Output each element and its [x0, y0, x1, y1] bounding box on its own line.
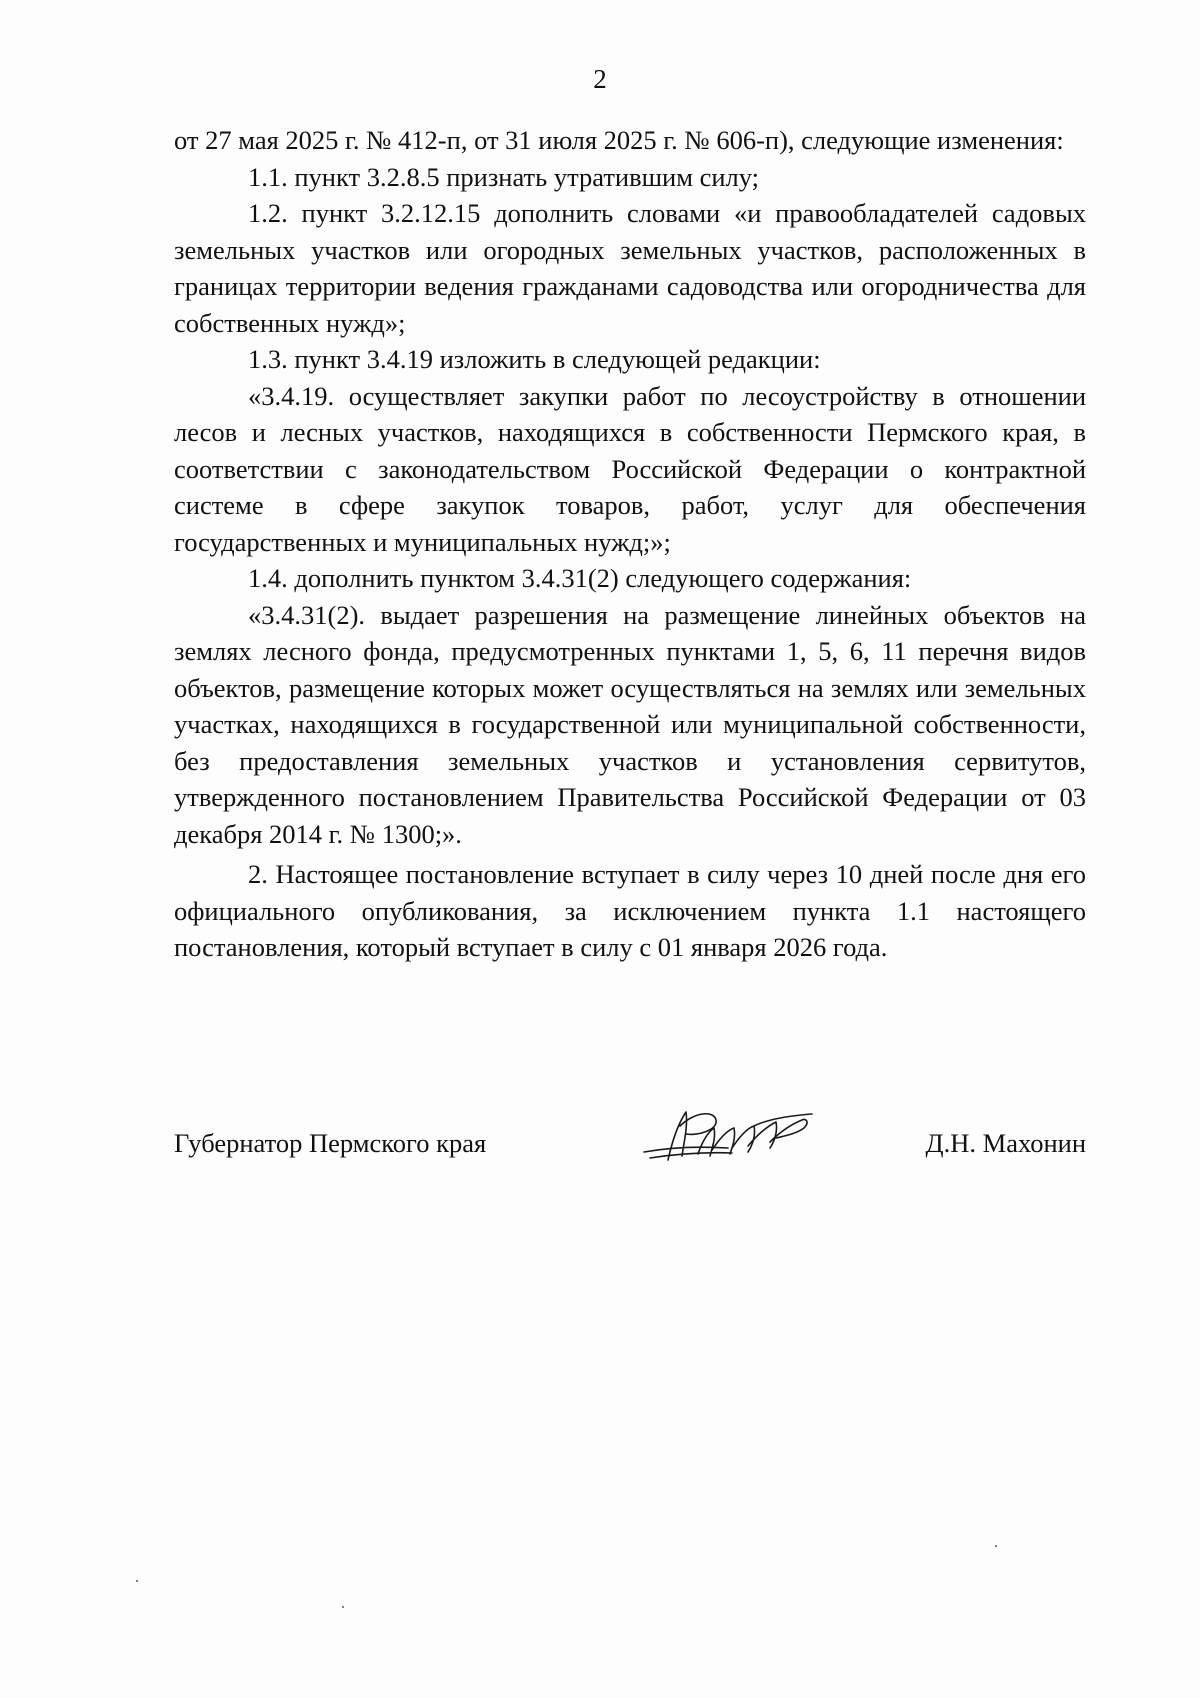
paragraph-item-1-4: 1.4. дополнить пунктом 3.4.31(2) следующего содержания:	[248, 563, 912, 593]
handwritten-signature	[636, 1102, 826, 1168]
signatory-name: Д.Н. Махонин	[925, 1128, 1086, 1158]
paragraph-quote-3-4-19: «3.4.19. осуществляет закупки работ по лесоустройству в отношении лесов и лесных участков, находящихся в собственности Пермского края, в соответствии с законодательством Российской Федерации о контрактной системе в сфере закупок товаров, работ, услуг для обеспечения государственных и муниципальных нужд;»;	[174, 380, 1086, 557]
signatory-position: Губернатор Пермского края	[174, 1128, 487, 1158]
paragraph-item-1-3: 1.3. пункт 3.4.19 изложить в следующей редакции:	[248, 344, 821, 374]
document-body	[174, 122, 1086, 966]
paragraph-quote-3-4-31-2: «3.4.31(2). выдает разрешения на размещение линейных объектов на землях лесного фонда, предусмотренных пунктами 1, 5, 6, 11 перечня видов объектов, размещение которых может осуществляться на землях или земельных участках, находящихся в государственной или муниципальной собственности, без предоставления земельных участков и установления сервитутов, утвержденного постановлением Правительства Российской Федерации от 03 декабря 2014 г. № 1300;».	[174, 599, 1086, 849]
scan-speck	[136, 1580, 138, 1582]
page-number: 2	[593, 64, 607, 94]
paragraph-item-2: 2. Настоящее постановление вступает в силу через 10 дней после дня его официального опубликования, за исключением пункта 1.1 настоящего постановления, который вступает в силу с 01 января 2026 года.	[174, 859, 1086, 962]
paragraph-item-1-2: 1.2. пункт 3.2.12.15 дополнить словами «и правообладателей садовых земельных участков или огородных земельных участков, расположенных в границах территории ведения гражданами садоводства или огородничества для собственных нужд»;	[174, 198, 1086, 338]
scan-speck	[995, 1545, 997, 1547]
scan-speck	[342, 1606, 344, 1608]
signature-block	[174, 1128, 1086, 1188]
paragraph-continuation: от 27 мая 2025 г. № 412-п, от 31 июля 2025 г. № 606-п), следующие изменения:	[174, 125, 1064, 155]
paragraph-item-1-1: 1.1. пункт 3.2.8.5 признать утратившим силу;	[248, 161, 760, 192]
